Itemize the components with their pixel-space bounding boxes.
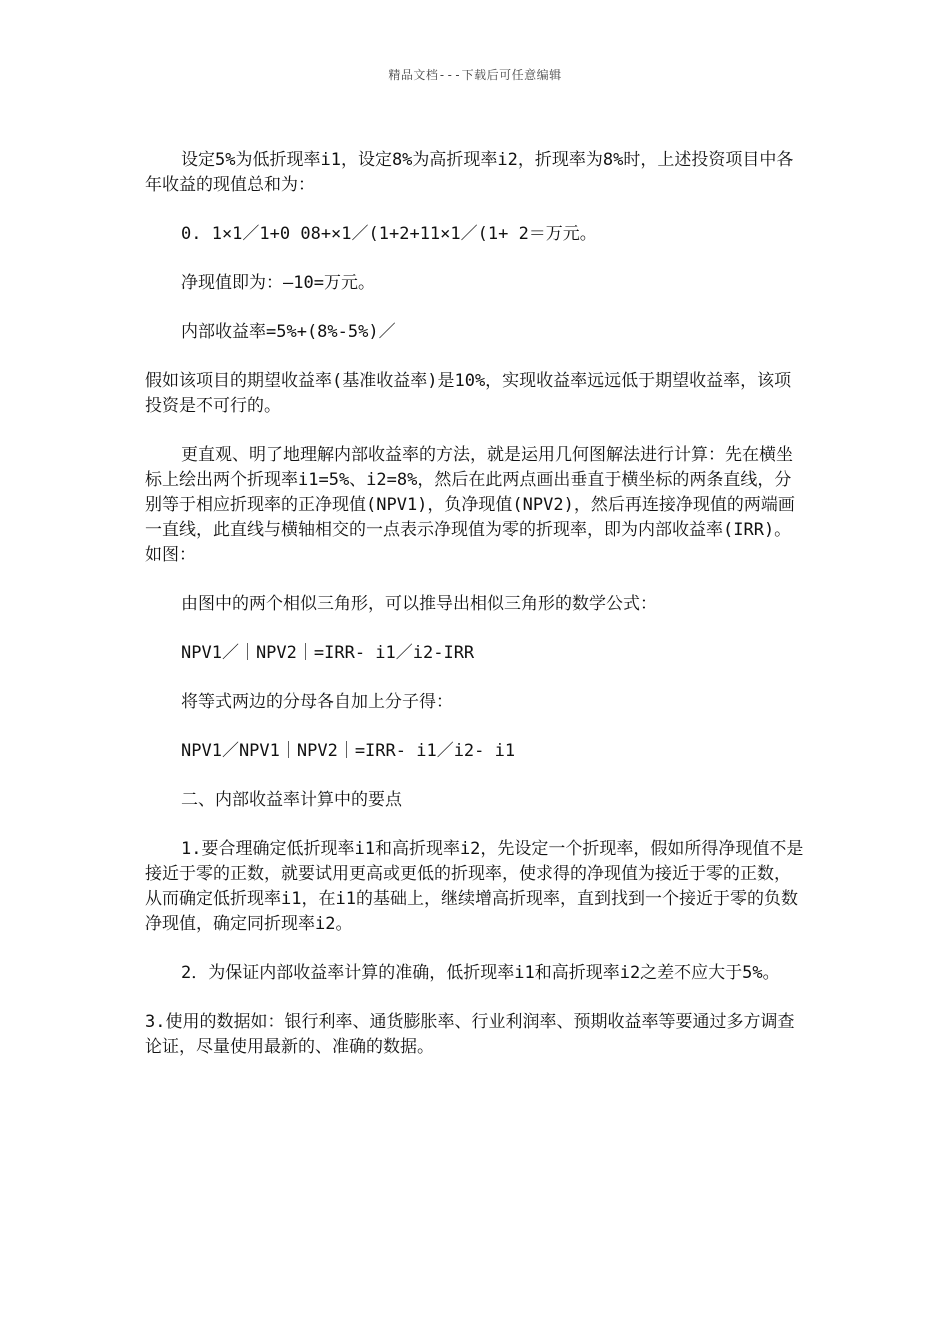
paragraph-3: 净现值即为：—10=万元。 (181, 273, 375, 293)
section-heading: 二、内部收益率计算中的要点 (181, 790, 402, 810)
paragraph-7: 由图中的两个相似三角形，可以推导出相似三角形的数学公式： (181, 594, 657, 614)
paragraph-point-1: 1.要合理确定低折现率i1和高折现率i2，先设定一个折现率，假如所得净现值不是接近于零的正数，就要试用更高或更低的折现率，使求得的净现值为接近于零的正数，从而确定低折现率i1，在i1的基础上，继续增高折现率，直到找到一个接近于零的负数净现值，确定同折现率i2。 (145, 839, 804, 934)
paragraph-9: 将等式两边的分母各自加上分子得： (181, 692, 453, 712)
paragraph-1: 设定5%为低折现率i1，设定8%为高折现率i2，折现率为8%时，上述投资项目中各年收益的现值总和为： (145, 150, 794, 195)
paragraph-5: 假如该项目的期望收益率(基准收益率)是10%，实现收益率远远低于期望收益率，该项投资是不可行的。 (145, 371, 792, 416)
paragraph-6: 更直观、明了地理解内部收益率的方法，就是运用几何图解法进行计算：先在横坐标上绘出两个折现率i1=5%、i2=8%，然后在此两点画出垂直于横坐标的两条直线，分别等于相应折现率的正净现值(NPV1)，负净现值(NPV2)，然后再连接净现值的两端画一直线，此直线与横轴相交的一点表示净现值为零的折现率，即为内部收益率(IRR)。如图： (145, 445, 795, 565)
paragraph-4-formula: 内部收益率=5%+(8%-5%)／ (181, 322, 396, 342)
paragraph-2-formula: 0. 1×1／1+0 08+×1／(1+2+11×1／(1+ 2＝万元。 (181, 224, 597, 244)
page-header: 精品文档---下载后可任意编辑 (388, 68, 562, 82)
paragraph-8-formula: NPV1／｜NPV2｜=IRR- i1／i2-IRR (181, 643, 475, 663)
document-body (145, 148, 807, 1084)
paragraph-point-3: 3.使用的数据如：银行利率、通货膨胀率、行业利润率、预期收益率等要通过多方调查论证，尽量使用最新的、准确的数据。 (145, 1012, 795, 1057)
paragraph-10-formula: NPV1／NPV1｜NPV2｜=IRR- i1／i2- i1 (181, 741, 516, 761)
paragraph-point-2: 2．为保证内部收益率计算的准确，低折现率i1和高折现率i2之差不应大于5%。 (181, 963, 780, 983)
